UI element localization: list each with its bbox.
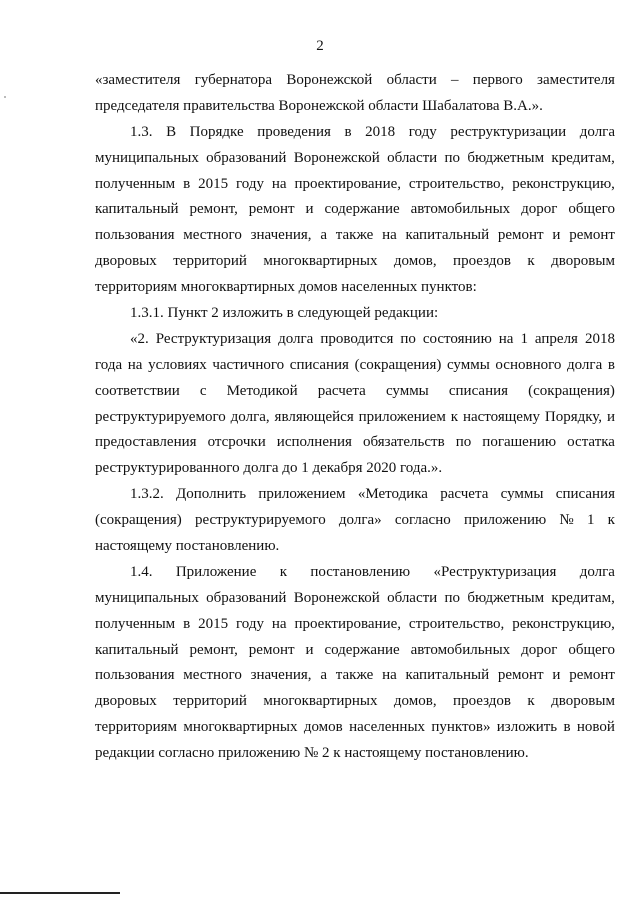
text-line: настоящему постановлению. [95, 538, 280, 555]
text-line: муниципальных образований Воронежской области по бюджетным кредитам, [95, 149, 615, 166]
text-line: капитальный ремонт, ремонт и содержание автомобильных дорог общего [95, 201, 615, 218]
text-line: года на условиях частичного списания (сокращения) суммы основного долга в [95, 356, 615, 373]
text-line: полученным в 2015 году на проектирование, строительство, реконструкцию, [95, 615, 615, 632]
text-line: капитальный ремонт, ремонт и содержание автомобильных дорог общего [95, 641, 615, 658]
text-line: реструктурируемого долга, являющейся приложением к настоящему Порядку, и [95, 408, 615, 425]
page-number: 2 [316, 38, 324, 54]
text-line: 1.4. Приложение к постановлению «Реструктуризация долга [130, 563, 615, 580]
text-line: муниципальных образований Воронежской области по бюджетным кредитам, [95, 589, 615, 606]
text-line: «2. Реструктуризация долга проводится по состоянию на 1 апреля 2018 [130, 330, 615, 347]
text-line: пользования местного значения, а также на капитальный ремонт и ремонт [95, 227, 615, 244]
text-line: дворовых территорий многоквартирных домов, проездов к дворовым [95, 253, 615, 270]
text-line: 1.3. В Порядке проведения в 2018 году реструктуризации долга [130, 123, 615, 140]
text-line: пользования местного значения, а также на капитальный ремонт и ремонт [95, 667, 615, 684]
text-line: 1.3.2. Дополнить приложением «Методика расчета суммы списания [130, 486, 615, 503]
margin-mark [4, 96, 6, 98]
paragraph [95, 120, 615, 301]
document-body [95, 68, 615, 767]
paragraph [95, 560, 615, 767]
text-line: (сокращения) реструктурируемого долга» согласно приложению № 1 к [95, 512, 615, 529]
paragraph [95, 482, 615, 560]
paragraph [95, 68, 615, 120]
text-line: «заместителя губернатора Воронежской области – первого заместителя [95, 72, 615, 88]
text-line: дворовых территорий многоквартирных домов, проездов к дворовым [95, 693, 615, 710]
text-line: предоставления отсрочки исполнения обязательств по погашению остатка [95, 434, 615, 451]
text-line: 1.3.1. Пункт 2 изложить в следующей редакции: [130, 305, 439, 322]
text-line: редакции согласно приложению № 2 к настоящему постановлению. [95, 745, 529, 762]
text-line: реструктурированного долга до 1 декабря 2020 года.». [95, 460, 443, 477]
text-line: территориям многоквартирных домов населенных пунктов» изложить в новой [95, 719, 615, 736]
text-line: территориям многоквартирных домов населенных пунктов: [95, 279, 477, 296]
text-line: соответствии с Методикой расчета суммы списания (сокращения) [95, 382, 615, 399]
text-line: председателя правительства Воронежской области Шабалатова В.А.». [95, 97, 543, 114]
footer-rule [0, 892, 120, 894]
text-line: полученным в 2015 году на проектирование, строительство, реконструкцию, [95, 175, 615, 192]
paragraph [95, 327, 615, 482]
paragraph [95, 301, 615, 327]
